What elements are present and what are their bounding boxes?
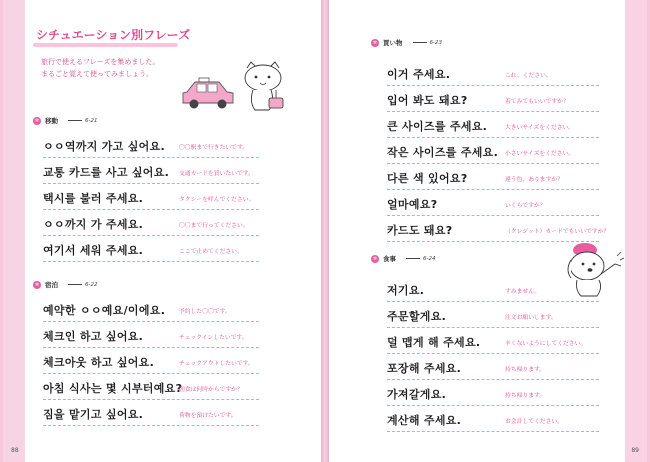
audio-track-label: 6-24 — [406, 256, 435, 262]
dashed-underline — [387, 353, 599, 354]
dashed-underline — [387, 431, 599, 432]
dashed-underline — [387, 215, 599, 216]
section-header-lodging — [33, 280, 97, 294]
japanese-translation: 〇〇駅まで行きたいです。 — [179, 145, 249, 151]
section-heading: 食事 — [383, 255, 396, 263]
japanese-translation: チェックインしたいです。 — [179, 335, 248, 341]
japanese-translation: 朝食は何時からですか？ — [179, 387, 243, 393]
section-heading: 移動 — [45, 117, 58, 125]
section-marker-icon: ✲ — [372, 39, 378, 46]
korean-phrase: ㅇㅇ까지 가 주세요. — [43, 218, 144, 231]
korean-phrase: 체크아웃 하고 싶어요. — [43, 356, 155, 369]
japanese-translation: 大きいサイズをください。 — [505, 125, 575, 131]
korean-phrase: 체크인 하고 싶어요. — [43, 330, 144, 343]
japanese-translation: お会計してください。 — [505, 419, 563, 425]
dashed-underline — [43, 235, 259, 236]
intro-line-1: 旅行で使えるフレーズを集めました。 — [41, 58, 160, 66]
section-marker-icon: ✲ — [34, 117, 40, 124]
dashed-underline — [387, 85, 599, 86]
japanese-translation: ここで止めてください。 — [179, 249, 243, 255]
japanese-translation: これ、ください。 — [505, 73, 552, 79]
left-page — [3, 0, 321, 462]
dashed-underline — [387, 405, 599, 406]
audio-track-label: 6-23 — [413, 40, 442, 46]
audio-track-label: 6-22 — [68, 282, 97, 288]
japanese-translation: 着てみてもいいですか？ — [505, 99, 569, 105]
korean-phrase: 작은 사이즈를 주세요. — [387, 146, 499, 159]
dashed-underline — [387, 163, 599, 164]
page-number: 88 — [11, 447, 19, 454]
korean-phrase: 얼마예요? — [387, 198, 438, 211]
japanese-translation: 交通カードを買いたいです。 — [179, 171, 254, 177]
section-header-shopping — [371, 38, 442, 52]
korean-phrase: 카드도 돼요? — [387, 224, 453, 237]
dashed-underline — [43, 425, 259, 426]
japanese-translation: （クレジット）カードでもいいですか？ — [505, 229, 610, 235]
dashed-underline — [387, 327, 599, 328]
japanese-translation: 持ち帰ります。 — [505, 367, 546, 373]
japanese-translation: いくらですか？ — [505, 203, 546, 209]
section-marker-icon: ✲ — [372, 255, 378, 262]
page-number: 89 — [631, 447, 639, 454]
dashed-underline — [387, 111, 599, 112]
section-heading: 宿泊 — [45, 281, 58, 289]
section-header-dining — [371, 254, 435, 268]
dashed-underline — [43, 373, 259, 374]
title-underline — [33, 43, 178, 47]
korean-phrase: 다른 색 있어요? — [387, 172, 468, 185]
dashed-underline — [43, 347, 259, 348]
korean-phrase: 계산해 주세요. — [387, 414, 462, 427]
page-title: シチュエーション別フレーズ — [36, 28, 191, 42]
page-edge-band — [625, 0, 647, 462]
korean-phrase: 짐을 맡기고 싶어요. — [43, 408, 144, 421]
korean-phrase: 예약한 ㅇㅇ예요/이에요. — [43, 304, 166, 317]
page-edge-band — [3, 0, 25, 462]
japanese-translation: 予約した〇〇です。 — [179, 309, 231, 315]
cat-traveler-illustration — [239, 60, 291, 114]
dashed-underline — [43, 399, 259, 400]
section-heading: 買い物 — [383, 39, 403, 47]
korean-phrase: ㅇㅇ역까지 가고 싶어요. — [43, 140, 165, 153]
korean-phrase: 여기서 세워 주세요. — [43, 244, 144, 257]
japanese-translation: 〇〇まで行ってください。 — [179, 223, 249, 229]
korean-phrase: 아침 식사는 몇 시부터예요? — [43, 382, 183, 395]
japanese-translation: タクシーを呼んでください。 — [179, 197, 255, 203]
dashed-underline — [43, 157, 259, 158]
japanese-translation: チェックアウトしたいです。 — [179, 361, 254, 367]
audio-track-label: 6-21 — [68, 118, 97, 124]
japanese-translation: 荷物を預けたいです。 — [179, 413, 237, 419]
korean-phrase: 포장해 주세요. — [387, 362, 462, 375]
korean-phrase: 주문할게요. — [387, 310, 447, 323]
section-header-travel — [33, 116, 97, 130]
dashed-underline — [43, 321, 259, 322]
japanese-translation: 持ち帰ります。 — [505, 393, 546, 399]
dashed-underline — [43, 261, 259, 262]
japanese-translation: 違う色、ありますか？ — [505, 177, 563, 183]
intro-text — [41, 56, 159, 80]
japanese-translation: 小さいサイズをください。 — [505, 151, 575, 157]
japanese-translation: すみません。 — [505, 289, 541, 295]
taxi-illustration — [181, 76, 237, 110]
dashed-underline — [387, 189, 599, 190]
japanese-translation: 注文お願いします。 — [505, 315, 557, 321]
korean-phrase: 이거 주세요. — [387, 68, 451, 81]
dashed-underline — [43, 209, 259, 210]
dog-chef-illustration — [563, 240, 625, 298]
section-marker-icon: ✲ — [34, 281, 40, 288]
right-page — [329, 0, 647, 462]
dashed-underline — [387, 137, 599, 138]
dashed-underline — [387, 379, 599, 380]
japanese-translation: 辛くないようにしてください。 — [505, 341, 587, 347]
korean-phrase: 저기요. — [387, 284, 425, 297]
dashed-underline — [43, 183, 259, 184]
intro-line-2: まるごと覚えて使ってみましょう。 — [41, 70, 153, 78]
book-gutter — [321, 0, 329, 462]
korean-phrase: 교통 카드를 사고 싶어요. — [43, 166, 170, 179]
korean-phrase: 덜 맵게 해 주세요. — [387, 336, 481, 349]
korean-phrase: 가져갈게요. — [387, 388, 447, 401]
korean-phrase: 택시를 불러 주세요. — [43, 192, 144, 205]
korean-phrase: 입어 봐도 돼요? — [387, 94, 468, 107]
dashed-underline — [387, 301, 599, 302]
korean-phrase: 큰 사이즈를 주세요. — [387, 120, 488, 133]
